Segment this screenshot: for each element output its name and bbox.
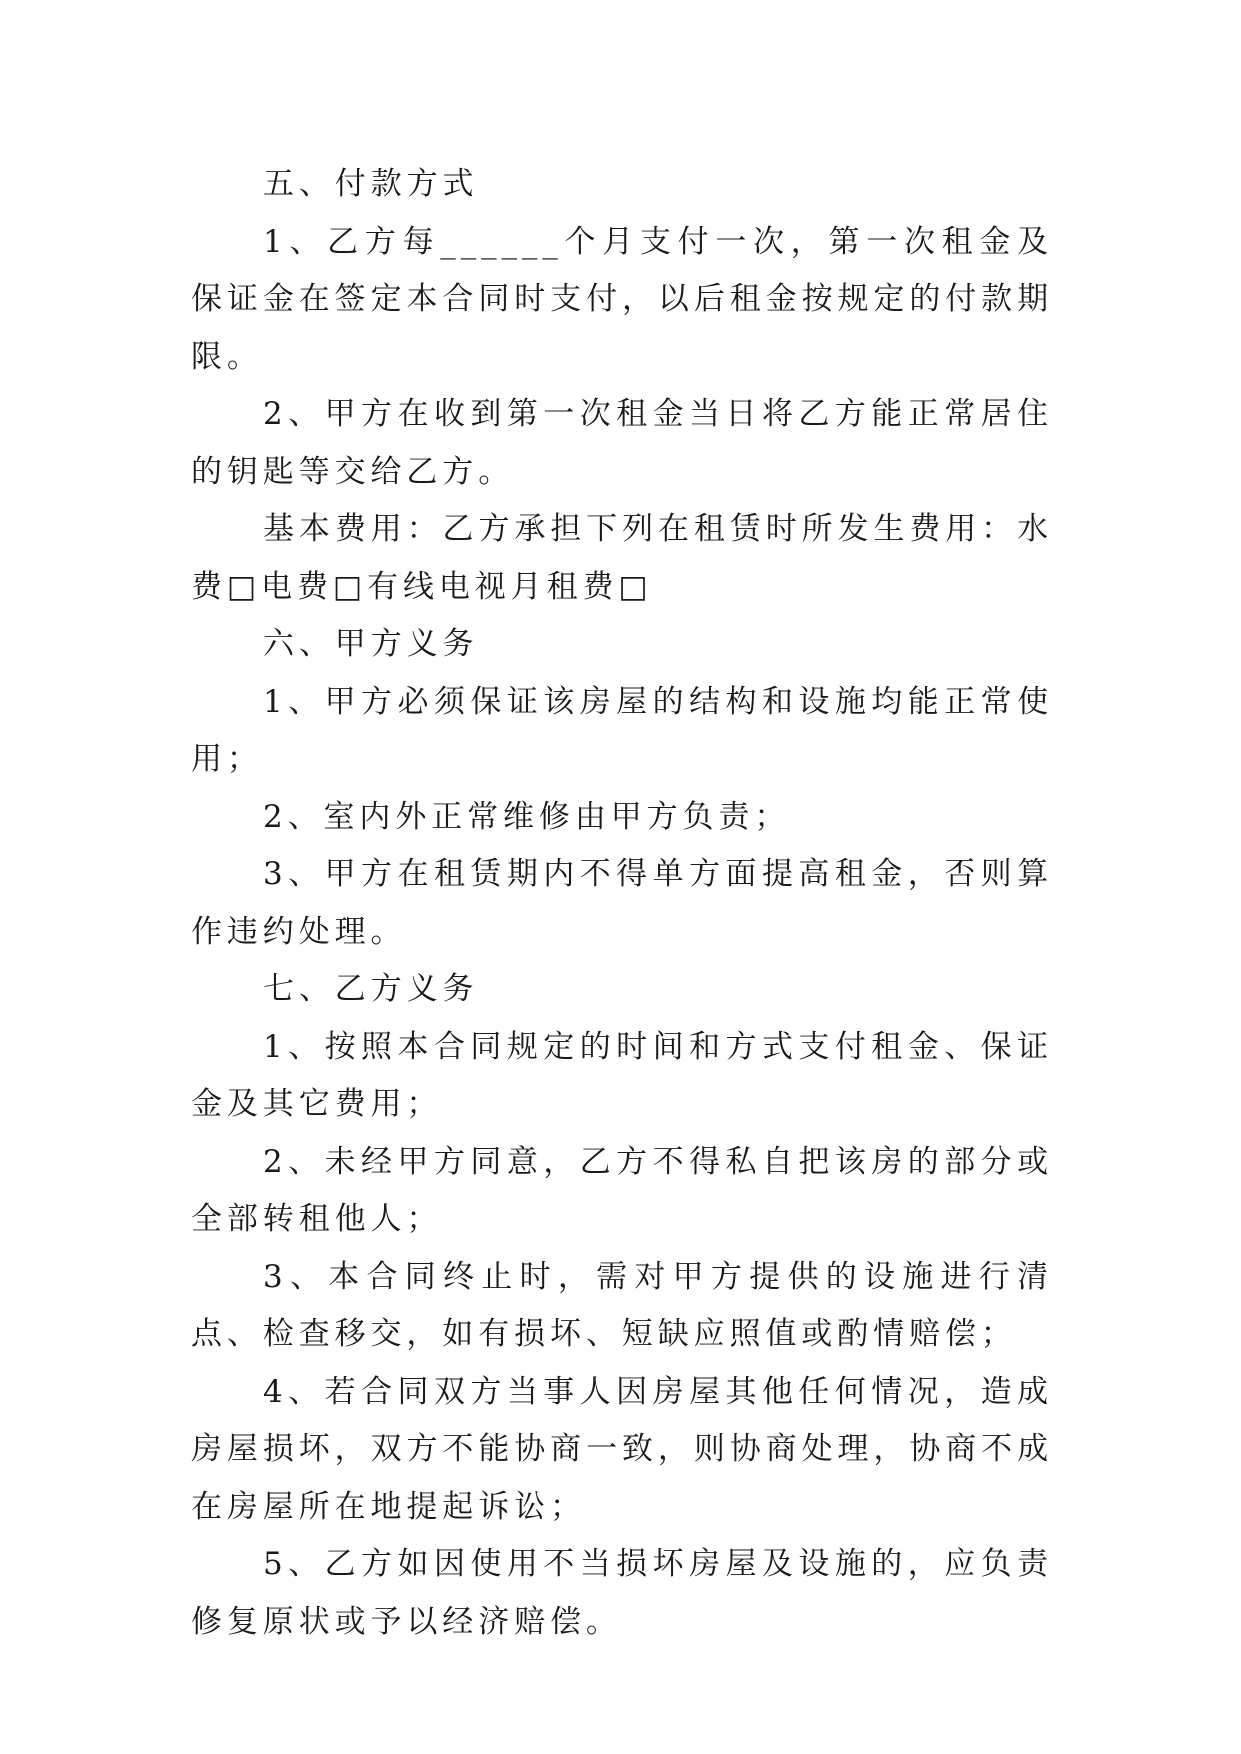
document-body xyxy=(191,156,1053,1651)
section-heading-payment: 五、付款方式 xyxy=(263,166,479,202)
clause-paragraph: 2、室内外正常维修由甲方负责； xyxy=(263,798,791,835)
clause-paragraph: 2、甲方在收到第一次租金当日将乙方能正常居住的钥匙等交给乙方。 xyxy=(191,396,1053,490)
clause-paragraph: 1、按照本合同规定的时间和方式支付租金、保证金及其它费用； xyxy=(191,1028,1053,1122)
clause-paragraph: 3、本合同终止时，需对甲方提供的设施进行清点、检查移交，如有损坏、短缺应照值或酌情赔偿； xyxy=(191,1258,1053,1352)
clause-paragraph: 1、乙方每______个月支付一次，第一次租金及保证金在签定本合同时支付，以后租金按规定的付款期限。 xyxy=(191,223,1053,375)
clause-paragraph: 4、若合同双方当事人因房屋其他任何情况，造成房屋损坏，双方不能协商一致，则协商处理，协商不成在房屋所在地提起诉讼； xyxy=(191,1373,1053,1525)
clause-paragraph: 5、乙方如因使用不当损坏房屋及设施的，应负责修复原状或予以经济赔偿。 xyxy=(191,1546,1053,1640)
clause-paragraph: 2、未经甲方同意，乙方不得私自把该房的部分或全部转租他人； xyxy=(191,1143,1053,1237)
section-heading-party-a-duties: 六、甲方义务 xyxy=(263,626,479,662)
section-heading-party-b-duties: 七、乙方义务 xyxy=(263,971,479,1007)
clause-paragraph: 3、甲方在租赁期内不得单方面提高租金，否则算作违约处理。 xyxy=(191,856,1053,950)
clause-paragraph: 1、甲方必须保证该房屋的结构和设施均能正常使用； xyxy=(191,683,1053,777)
basic-fees-paragraph: 基本费用：乙方承担下列在租赁时所发生费用：水费□电费□有线电视月租费□ xyxy=(191,511,1053,605)
